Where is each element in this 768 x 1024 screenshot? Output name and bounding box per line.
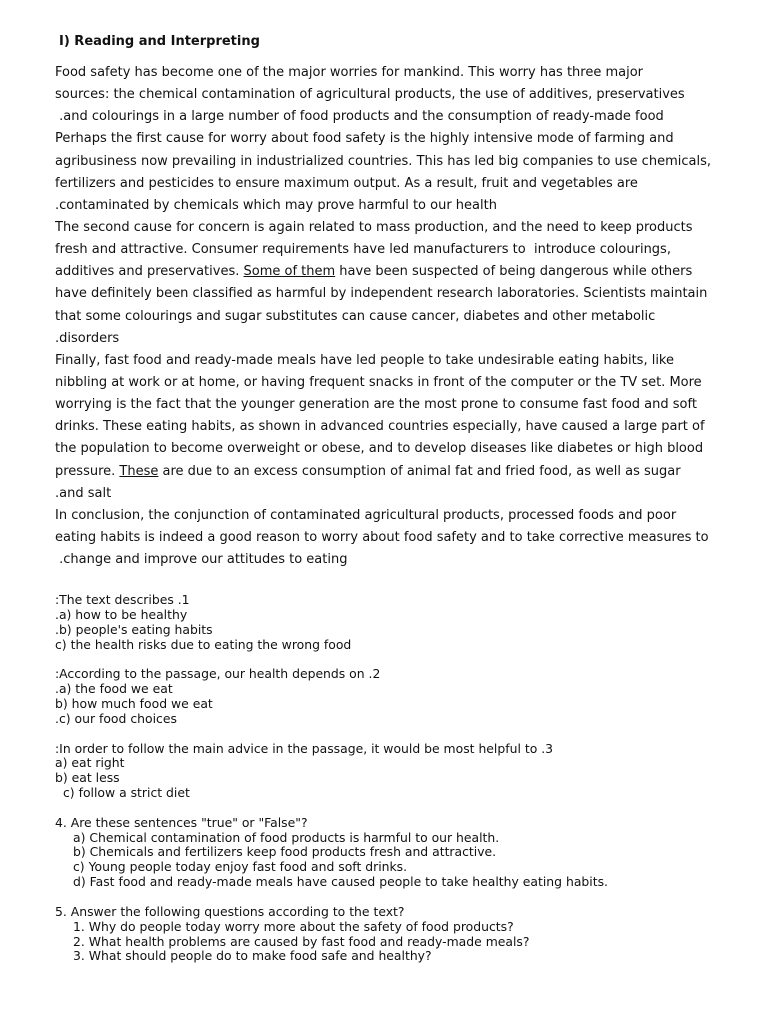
answer-option: b) how much food we eat [55,695,213,711]
passage-text: are due to an excess consumption of animal fat and fried food, as well as sugar [158,463,681,479]
passage-line: agribusiness now prevailing in industrialized countries. This has led big companies to use chemicals, [55,153,711,169]
question-2 [55,666,745,725]
answer-option: .a) the food we eat [55,681,173,697]
passage-line: worrying is the fact that the younger generation are the most prone to consume fast food and soft [55,397,697,413]
statement-item: b) Chemicals and fertilizers keep food products fresh and attractive. [73,844,497,860]
passage-line: Perhaps the first cause for worry about food safety is the highly intensive mode of farming and [55,131,674,147]
passage-line: fresh and attractive. Consumer requirements have led manufacturers to introduce colourings, [55,242,671,258]
passage-line: the population to become overweight or obese, and to develop diseases like diabetes or high blood [55,441,704,457]
statement-item: c) Young people today enjoy fast food and soft drinks. [73,859,408,875]
passage-line [55,461,745,483]
reading-passage [55,62,745,571]
sub-question: 2. What health problems are caused by fast food and ready-made meals? [73,933,530,949]
passage-text: additives and preservatives. [55,264,244,280]
section-title: I) Reading and Interpreting [59,34,260,49]
passage-line: .and colourings in a large number of food products and the consumption of ready-made food [55,109,664,125]
answer-option: b) eat less [55,770,120,786]
passage-line: The second cause for concern is again related to mass production, and the need to keep products [55,219,693,235]
passage-line: fertilizers and pesticides to ensure maximum output. As a result, fruit and vegetables are [55,175,638,191]
passage-text: have been suspected of being dangerous while others [335,264,693,280]
statement-item: d) Fast food and ready-made meals have caused people to take healthy eating habits. [73,874,608,890]
question-4 [55,815,745,889]
question-3 [55,741,745,800]
passage-line: .change and improve our attitudes to eating [55,552,348,568]
answer-option: .a) how to be healthy [55,606,188,622]
passage-line: drinks. These eating habits, as shown in advanced countries especially, have caused a large part of [55,419,705,435]
underlined-reference: Some of them [243,264,336,280]
underlined-reference: These [119,463,159,479]
question-stem: 5. Answer the following questions according to the text? [55,903,405,919]
passage-line: Food safety has become one of the major worries for mankind. This worry has three major [55,65,644,80]
answer-option: c) follow a strict diet [63,785,190,801]
passage-line: In conclusion, the conjunction of contaminated agricultural products, processed foods and poor [55,507,677,523]
passage-line: Finally, fast food and ready-made meals have led people to take undesirable eating habits, like [55,352,674,368]
passage-line: .contaminated by chemicals which may prove harmful to our health [55,197,497,213]
answer-option: .c) our food choices [55,710,177,726]
answer-option: a) eat right [55,755,125,771]
passage-line: .disorders [55,330,120,346]
questions-section [55,592,745,978]
answer-option: c) the health risks due to eating the wrong food [55,636,352,652]
passage-line: sources: the chemical contamination of agricultural products, the use of additives, preservatives [55,87,685,103]
question-1 [55,592,745,651]
question-stem: :In order to follow the main advice in the passage, it would be most helpful to .3 [55,740,554,756]
passage-line: have definitely been classified as harmful by independent research laboratories. Scientists maintain [55,286,708,302]
sub-question: 3. What should people do to make food safe and healthy? [73,948,432,964]
question-stem: 4. Are these sentences "true" or "False"? [55,814,308,830]
passage-line: nibbling at work or at home, or having frequent snacks in front of the computer or the TV set. More [55,374,702,390]
question-stem: :The text describes .1 [55,592,190,607]
passage-line: eating habits is indeed a good reason to worry about food safety and to take corrective measures to [55,529,709,545]
sub-question: 1. Why do people today worry more about the safety of food products? [73,918,514,934]
question-stem: :According to the passage, our health depends on .2 [55,666,381,682]
passage-line [55,261,745,283]
answer-option: .b) people's eating habits [55,621,213,637]
question-5 [55,904,745,963]
passage-line: that some colourings and sugar substitutes can cause cancer, diabetes and other metabolic [55,308,656,324]
statement-item: a) Chemical contamination of food products is harmful to our health. [73,829,500,845]
passage-text: pressure. [55,463,120,479]
passage-line: .and salt [55,485,112,501]
